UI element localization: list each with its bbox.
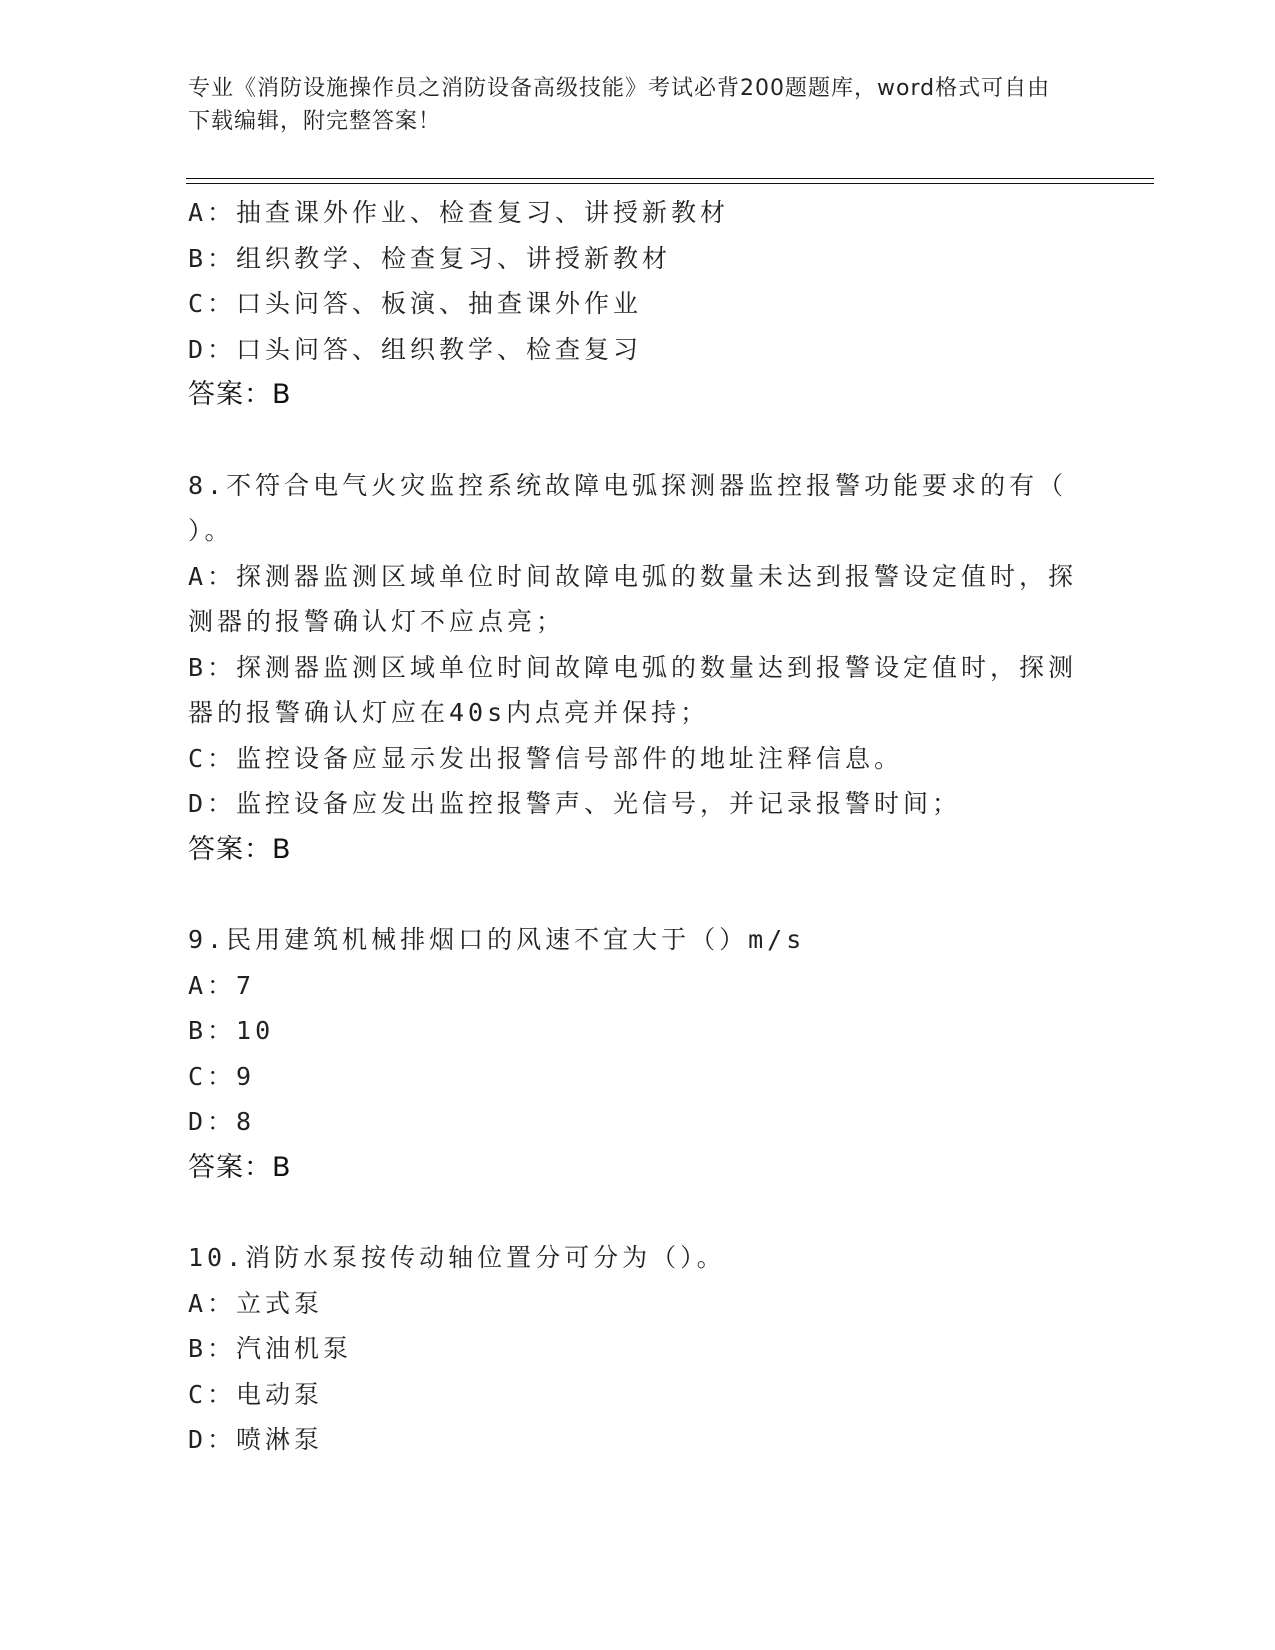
question-stem: 10.消防水泵按传动轴位置分可分为（）。 xyxy=(188,1243,726,1272)
option-c: C：9 xyxy=(188,1061,256,1091)
question-8 xyxy=(188,463,1088,873)
option-b: B：10 xyxy=(188,1016,275,1045)
option-b: B：汽油机泵 xyxy=(188,1334,353,1363)
spacer xyxy=(188,872,1088,917)
option-a: A：探测器监测区域单位时间故障电弧的数量未达到报警设定值时，探 xyxy=(188,561,1078,591)
spacer xyxy=(188,418,1088,463)
option-c: C：监控设备应显示发出报警信号部件的地址注释信息。 xyxy=(188,743,904,773)
question-9 xyxy=(188,917,1088,1190)
answer: 答案：B xyxy=(188,1151,292,1183)
option-a: A：立式泵 xyxy=(188,1288,324,1318)
option-a: A：抽查课外作业、检查复习、讲授新教材 xyxy=(188,198,730,227)
option-a: A：7 xyxy=(188,970,256,1000)
option-b-continued: 器的报警确认灯应在40s内点亮并保持； xyxy=(188,698,710,727)
option-b: B：组织教学、检查复习、讲授新教材 xyxy=(188,243,672,273)
question-7 xyxy=(188,190,1088,418)
question-stem-continued: ）。 xyxy=(188,516,234,545)
header-rule-bottom xyxy=(186,183,1154,184)
answer: 答案：B xyxy=(188,379,292,410)
question-list xyxy=(188,190,1088,1463)
option-d: D：喷淋泵 xyxy=(188,1425,324,1454)
option-c: C：电动泵 xyxy=(188,1379,324,1409)
question-stem: 8.不符合电气火灾监控系统故障电弧探测器监控报警功能要求的有（ xyxy=(188,470,1068,500)
document-header: 专业《消防设施操作员之消防设备高级技能》考试必背200题题库，word格式可自由下载编辑，附完整答案！ xyxy=(188,76,1051,134)
answer: 答案：B xyxy=(188,833,292,865)
option-b: B：探测器监测区域单位时间故障电弧的数量达到报警设定值时，探测 xyxy=(188,652,1078,682)
option-a-continued: 测器的报警确认灯不应点亮； xyxy=(188,607,566,636)
option-c: C：口头问答、板演、抽查课外作业 xyxy=(188,289,643,318)
option-d: D：8 xyxy=(188,1107,256,1136)
header-rule-top xyxy=(186,178,1154,179)
spacer xyxy=(188,1190,1088,1235)
option-d: D：口头问答、组织教学、检查复习 xyxy=(188,334,643,364)
question-stem: 9.民用建筑机械排烟口的风速不宜大于（）m/s xyxy=(188,925,806,954)
question-10 xyxy=(188,1235,1088,1463)
option-d: D：监控设备应发出监控报警声、光信号，并记录报警时间； xyxy=(188,789,962,818)
